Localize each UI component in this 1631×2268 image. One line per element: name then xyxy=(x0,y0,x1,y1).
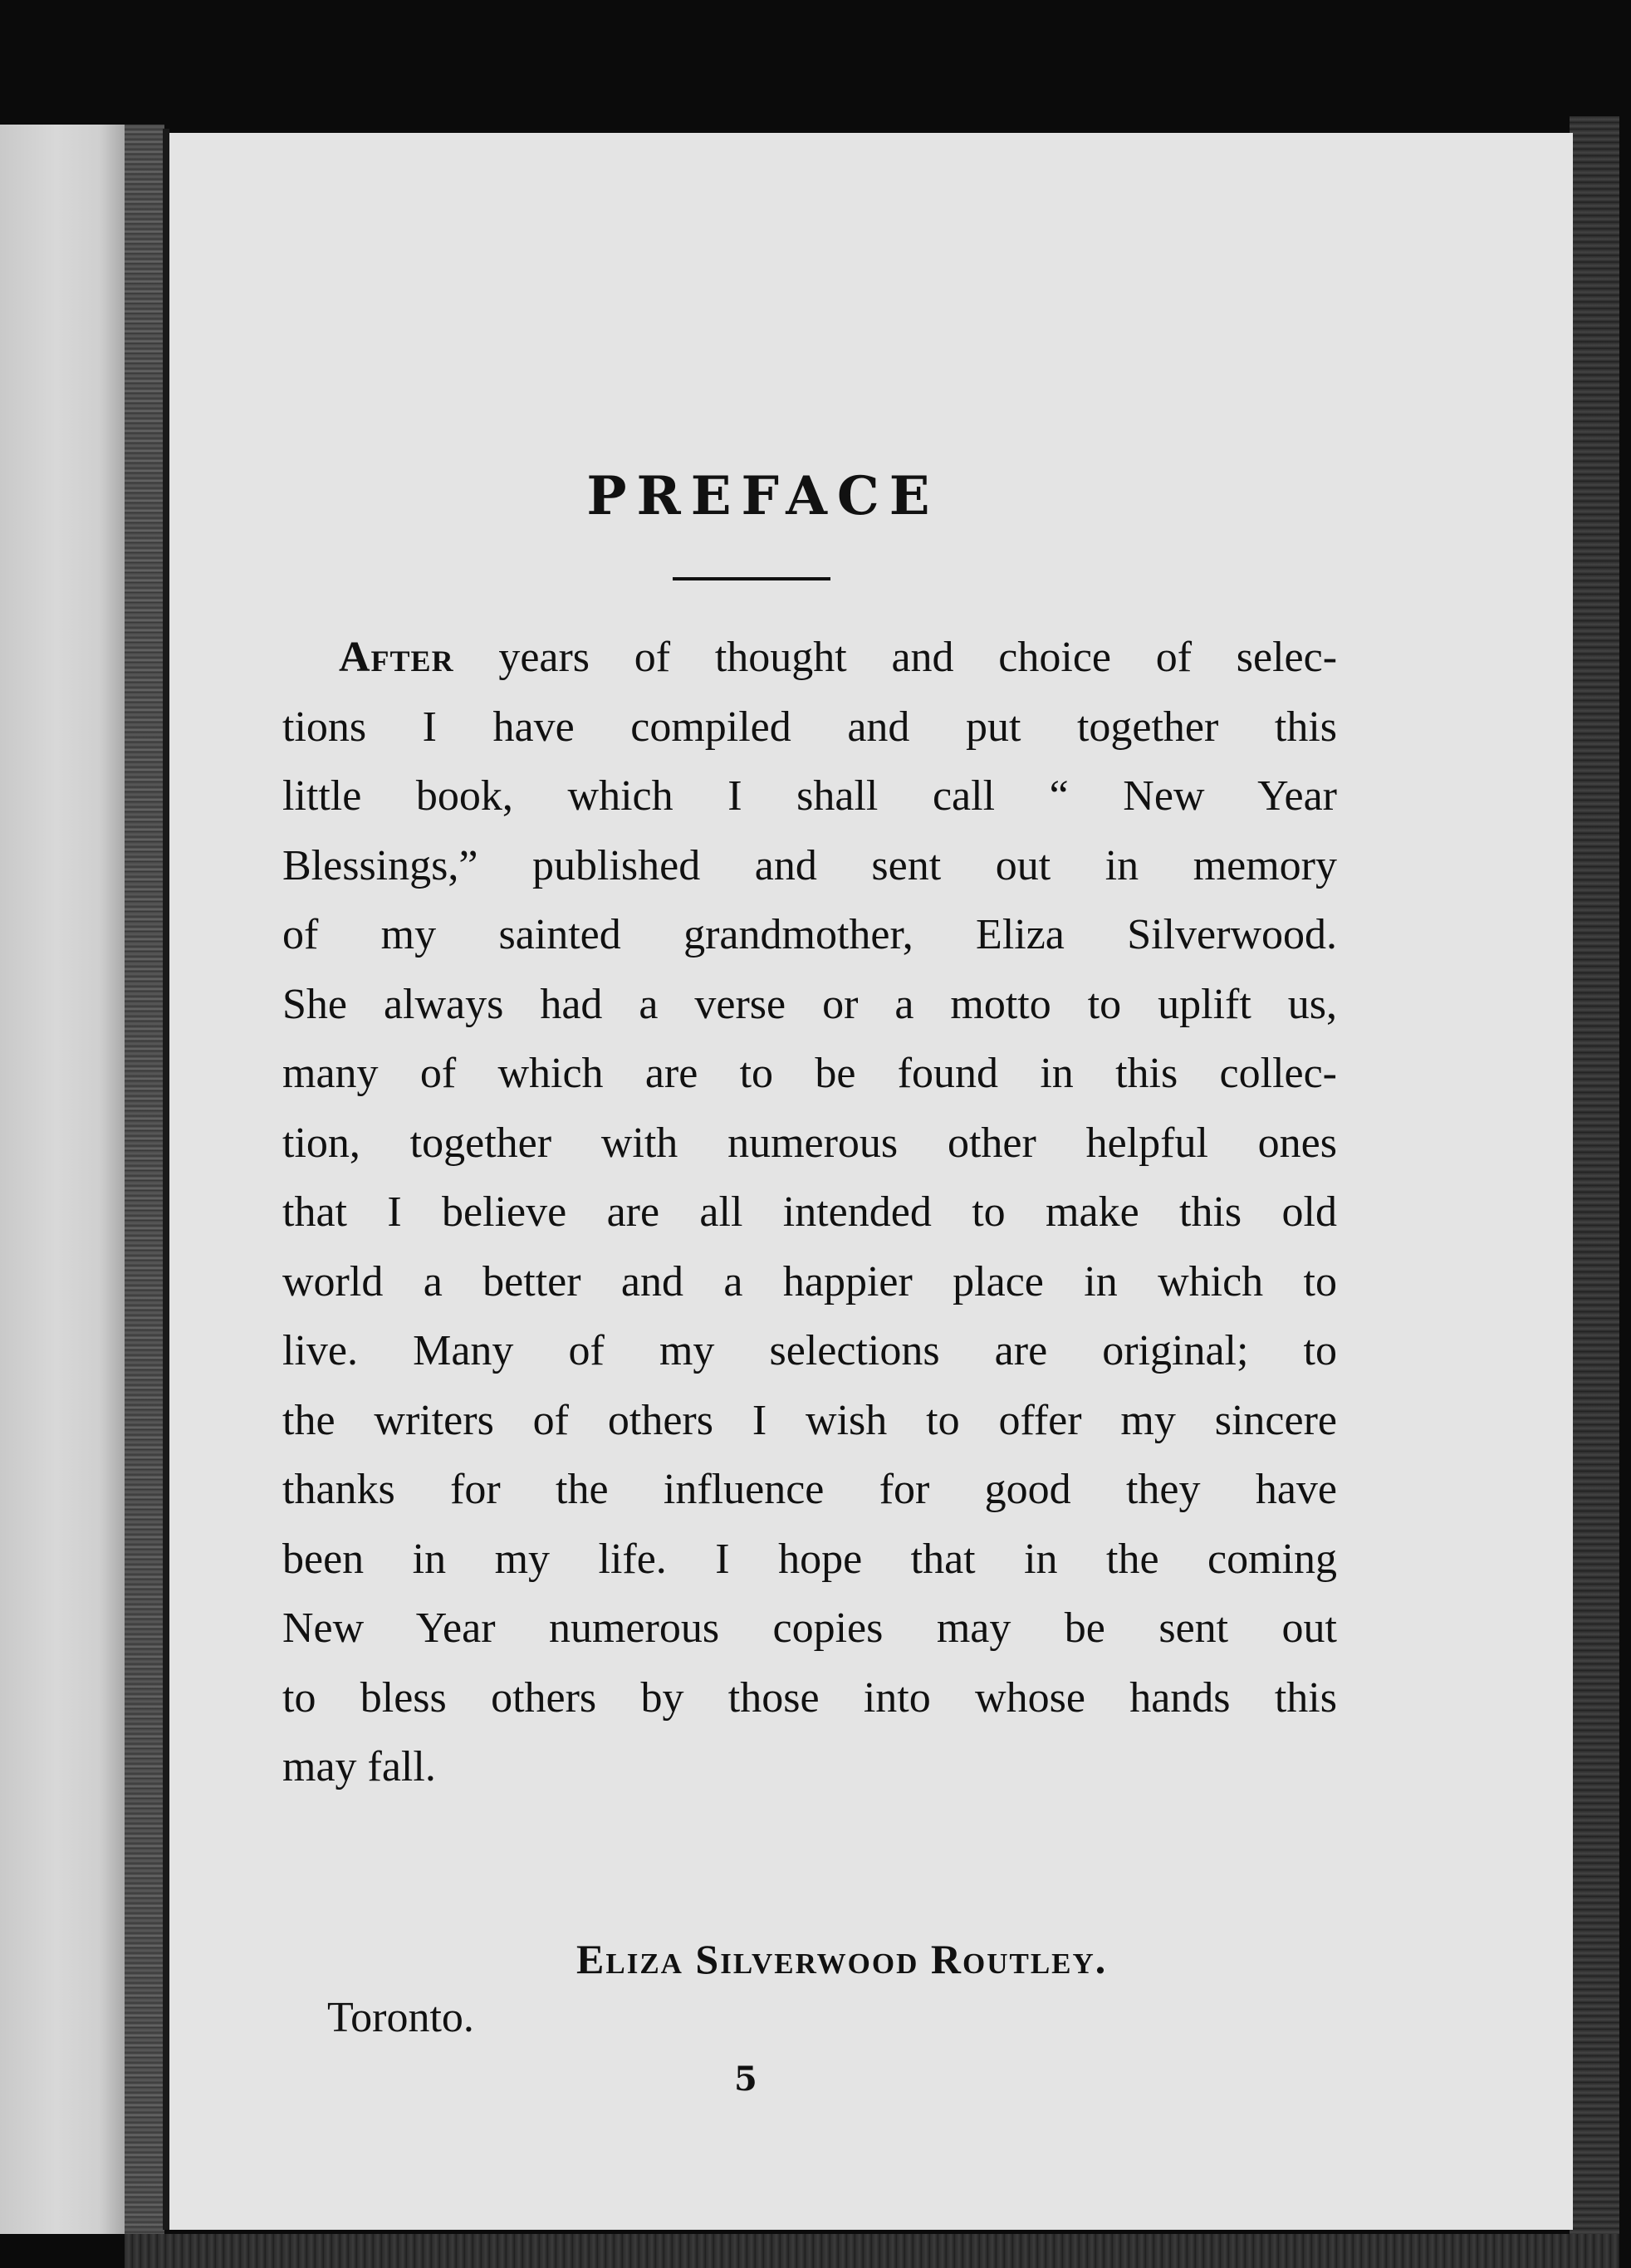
body-line: thanks for the influence for good they have xyxy=(282,1466,1337,1513)
body-line: may fall. xyxy=(282,1743,436,1790)
body-line: tion, together with numerous other helpful ones xyxy=(282,1119,1337,1167)
body-line: that I believe are all intended to make this old xyxy=(282,1188,1337,1236)
author-signature: Eliza Silverwood Routley. xyxy=(576,1936,1108,1982)
body-line: After years of thought and choice of selec- xyxy=(339,634,1338,681)
preface-page xyxy=(169,133,1573,2230)
spine-shadow xyxy=(163,129,169,2230)
body-line: many of which are to be found in this collec- xyxy=(282,1050,1337,1097)
book-spine xyxy=(125,125,164,2234)
body-line: to bless others by those into whose hands this xyxy=(282,1673,1337,1722)
facing-page-edge xyxy=(0,125,125,2234)
place-name: Toronto. xyxy=(327,1994,474,2041)
body-line: Blessings,” published and sent out in memory xyxy=(282,841,1337,889)
page-bottom-edge xyxy=(125,2234,1619,2268)
body-line: world a better and a happier place in which to xyxy=(282,1257,1337,1305)
body-line: live. Many of my selections are original; to xyxy=(282,1327,1337,1374)
preface-body xyxy=(282,623,1337,1802)
lead-word: After xyxy=(339,634,454,681)
page-number: 5 xyxy=(734,2060,757,2099)
body-line: tions I have compiled and put together this xyxy=(282,703,1337,751)
body-line: New Year numerous copies may be sent out xyxy=(282,1604,1337,1652)
page-title: PREFACE xyxy=(586,465,940,527)
body-line: of my sainted grandmother, Eliza Silverwood. xyxy=(282,911,1337,958)
title-rule xyxy=(673,577,830,580)
body-line: little book, which I shall call “ New Year xyxy=(282,772,1337,820)
body-line: the writers of others I wish to offer my sincere xyxy=(282,1396,1337,1444)
body-line: She always had a verse or a motto to uplift us, xyxy=(282,980,1337,1028)
page-right-edge xyxy=(1570,116,1619,2242)
body-line: been in my life. I hope that in the coming xyxy=(282,1535,1337,1583)
